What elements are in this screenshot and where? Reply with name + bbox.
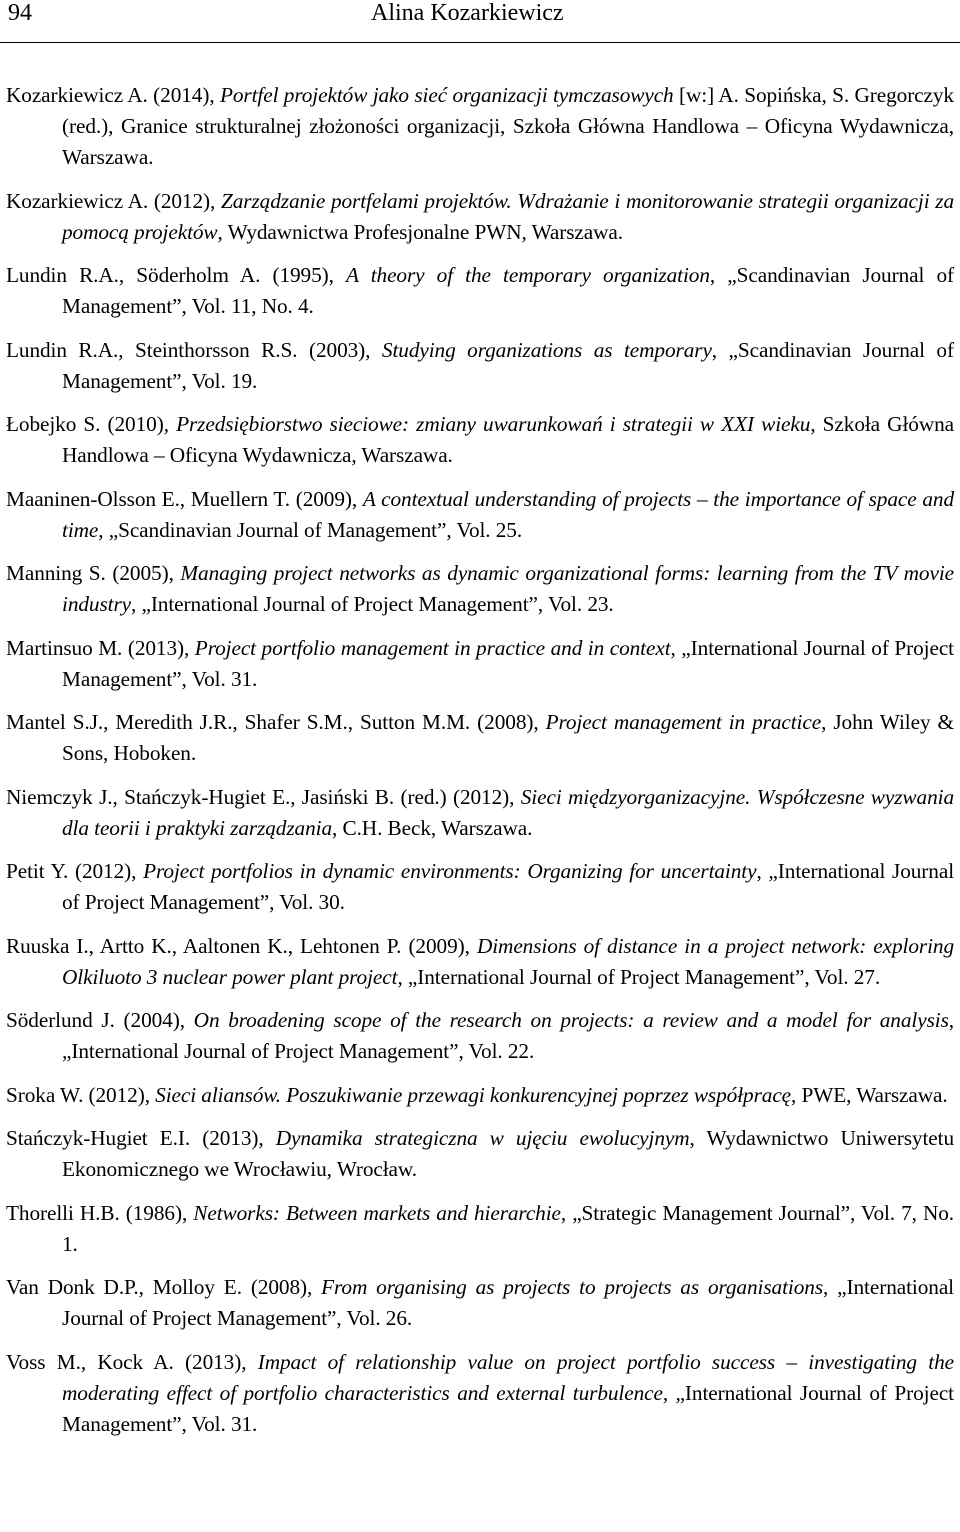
reference-source: , John Wiley & Sons, Hoboken. (62, 710, 954, 765)
reference-entry (6, 782, 954, 844)
reference-source: , „International Journal of Project Management”, Vol. 22. (62, 1008, 954, 1063)
reference-authors: Lundin R.A., Steinthorsson R.S. (2003), (6, 337, 382, 362)
reference-entry (6, 335, 954, 397)
reference-source: , „International Journal of Project Management”, Vol. 30. (62, 859, 955, 914)
reference-authors: Thorelli H.B. (1986), (6, 1200, 194, 1225)
running-title: Alina Kozarkiewicz (371, 0, 564, 26)
reference-title: Sieci międzyorganizacyjne. Współczesne wyzwania dla teorii i praktyki zarządzania (62, 784, 955, 840)
reference-source: , „International Journal of Project Management”, Vol. 27. (397, 964, 881, 989)
reference-entry (6, 707, 954, 769)
reference-entry (6, 1123, 954, 1185)
header-rule (0, 42, 960, 43)
reference-source: , „Scandinavian Journal of Management”, Vol. 19. (62, 337, 954, 393)
reference-title: Networks: Between markets and hierarchie (193, 1200, 561, 1225)
reference-source: , „International Journal of Project Management”, Vol. 26. (62, 1275, 954, 1330)
reference-source: , „International Journal of Project Management”, Vol. 31. (62, 635, 954, 691)
reference-source: , Wydawnictwo Uniwersytetu Ekonomicznego we Wrocławiu, Wrocław. (62, 1126, 954, 1181)
reference-source: , „International Journal of Project Management”, Vol. 31. (62, 1380, 954, 1436)
reference-entry (6, 186, 954, 248)
reference-authors: Sroka W. (2012), (6, 1082, 156, 1107)
reference-entry (6, 1347, 954, 1440)
reference-authors: Kozarkiewicz A. (2014), (6, 83, 220, 107)
reference-entry (6, 558, 954, 620)
reference-entry (6, 1198, 954, 1260)
page-number: 94 (8, 0, 32, 26)
reference-source: [w:] A. Sopińska, S. Gregorczyk (red.), Granice strukturalnej złożoności organizacji, Szkoła Główna Handlowa – Oficyna Wydawnicza, Warszawa. (62, 83, 954, 169)
reference-source: , „International Journal of Project Management”, Vol. 23. (131, 592, 614, 616)
reference-title: Studying organizations as temporary (381, 337, 712, 362)
reference-authors: Łobejko S. (2010), (6, 412, 177, 436)
reference-entry (6, 409, 954, 471)
reference-authors: Stańczyk-Hugiet E.I. (2013), (6, 1126, 276, 1150)
reference-entry (6, 1080, 954, 1111)
reference-entry (6, 1005, 954, 1067)
reference-title: Impact of relationship value on project portfolio success – investigating the moderating effect of portfolio characteristics and external turbulence (62, 1349, 954, 1405)
reference-entry (6, 633, 954, 695)
reference-title: From organising as projects to projects as organisations (321, 1275, 824, 1299)
reference-title: Project portfolio management in practice and in context (194, 635, 671, 660)
reference-title: Project management in practice (545, 710, 822, 734)
reference-authors: Manning S. (2005), (6, 561, 181, 585)
reference-authors: Van Donk D.P., Molloy E. (2008), (6, 1275, 322, 1299)
reference-title: Managing project networks as dynamic organizational forms: learning from the TV movie industry (62, 561, 954, 616)
reference-title: A theory of the temporary organization (346, 263, 710, 287)
reference-source: , Szkoła Główna Handlowa – Oficyna Wydawnicza, Warszawa. (62, 412, 954, 467)
reference-title: Przedsiębiorstwo sieciowe: zmiany uwarunkowań i strategii w XXI wieku (176, 412, 811, 436)
reference-source: , C.H. Beck, Warszawa. (332, 815, 533, 840)
reference-entry (6, 260, 954, 322)
reference-authors: Ruuska I., Artto K., Aaltonen K., Lehtonen P. (2009), (6, 933, 477, 958)
reference-title: Project portfolios in dynamic environments: Organizing for uncertainty (143, 859, 757, 883)
reference-authors: Martinsuo M. (2013), (6, 635, 195, 660)
reference-authors: Voss M., Kock A. (2013), (6, 1349, 258, 1374)
reference-source: , „Strategic Management Journal”, Vol. 7, No. 1. (62, 1200, 954, 1256)
reference-title: Portfel projektów jako sieć organizacji tymczasowych (219, 83, 674, 107)
reference-title: A contextual understanding of projects – the importance of space and time (62, 486, 955, 542)
reference-list (6, 80, 954, 1452)
reference-source: , Wydawnictwa Profesjonalne PWN, Warszawa. (217, 219, 623, 244)
reference-title: On broadening scope of the research on projects: a review and a model for analysis (193, 1008, 949, 1032)
reference-entry (6, 931, 954, 993)
reference-source: , „Scandinavian Journal of Management”, Vol. 11, No. 4. (62, 263, 954, 318)
reference-authors: Petit Y. (2012), (6, 859, 144, 883)
reference-source: , „Scandinavian Journal of Management”, Vol. 25. (98, 517, 523, 542)
reference-title: Zarządzanie portfelami projektów. Wdrażanie i monitorowanie strategii organizacji za pomocą projektów (62, 188, 954, 244)
reference-authors: Söderlund J. (2004), (6, 1008, 194, 1032)
reference-authors: Maaninen-Olsson E., Muellern T. (2009), (6, 486, 363, 511)
reference-authors: Mantel S.J., Meredith J.R., Shafer S.M., Sutton M.M. (2008), (6, 710, 546, 734)
reference-authors: Niemczyk J., Stańczyk-Hugiet E., Jasiński B. (red.) (2012), (6, 784, 521, 809)
reference-title: Sieci aliansów. Poszukiwanie przewagi konkurencyjnej poprzez współpracę (155, 1082, 792, 1107)
reference-title: Dynamika strategiczna w ujęciu ewolucyjnym (275, 1126, 690, 1150)
reference-entry (6, 484, 954, 546)
reference-source: , PWE, Warszawa. (791, 1082, 948, 1107)
reference-entry (6, 856, 954, 918)
reference-title: Dimensions of distance in a project network: exploring Olkiluoto 3 nuclear power plant project (62, 933, 954, 989)
reference-entry (6, 1272, 954, 1334)
reference-authors: Kozarkiewicz A. (2012), (6, 188, 221, 213)
page-header (0, 0, 960, 36)
reference-authors: Lundin R.A., Söderholm A. (1995), (6, 263, 347, 287)
reference-entry (6, 80, 954, 173)
